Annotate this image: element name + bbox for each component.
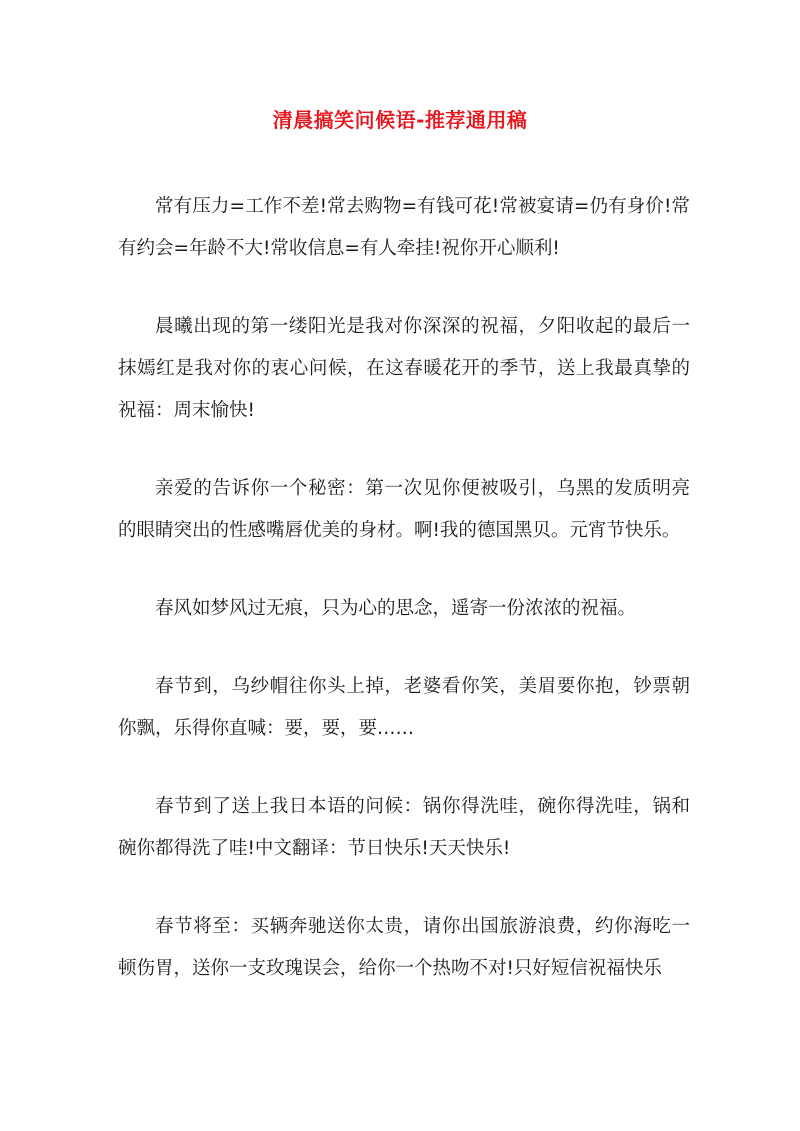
- document-title: 清晨搞笑问候语-推荐通用稿: [272, 108, 528, 132]
- paragraph-7: 春节将至：买辆奔驰送你太贵，请你出国旅游浪费，约你海吃一顿伤胃，送你一支玫瑰误会，给你一个热吻不对!只好短信祝福快乐: [118, 916, 690, 979]
- paragraph-5: 春节到，乌纱帽往你头上掉，老婆看你笑，美眉要你抱，钞票朝你飘，乐得你直喊：要，要，要……: [118, 676, 690, 739]
- paragraph-4: 春风如梦风过无痕，只为心的思念，遥寄一份浓浓的祝福。: [155, 598, 637, 619]
- document-body: [118, 186, 690, 1026]
- paragraph-3: 亲爱的告诉你一个秘密：第一次见你便被吸引，乌黑的发质明亮的眼睛突出的性感嘴唇优美的身材。啊!我的德国黑贝。元宵节快乐。: [118, 478, 690, 541]
- paragraph-1: 常有压力=工作不差!常去购物=有钱可花!常被宴请=仍有身价!常有约会=年龄不大!常收信息=有人牵挂!祝你开心顺利!: [118, 196, 690, 259]
- paragraph-2: 晨曦出现的第一缕阳光是我对你深深的祝福，夕阳收起的最后一抹嫣红是我对你的衷心问候，在这春暖花开的季节，送上我最真挚的祝福：周末愉快!: [118, 316, 690, 421]
- paragraph-6: 春节到了送上我日本语的问候：锅你得洗哇，碗你得洗哇，锅和碗你都得洗了哇!中文翻译：节日快乐!天天快乐!: [118, 796, 690, 859]
